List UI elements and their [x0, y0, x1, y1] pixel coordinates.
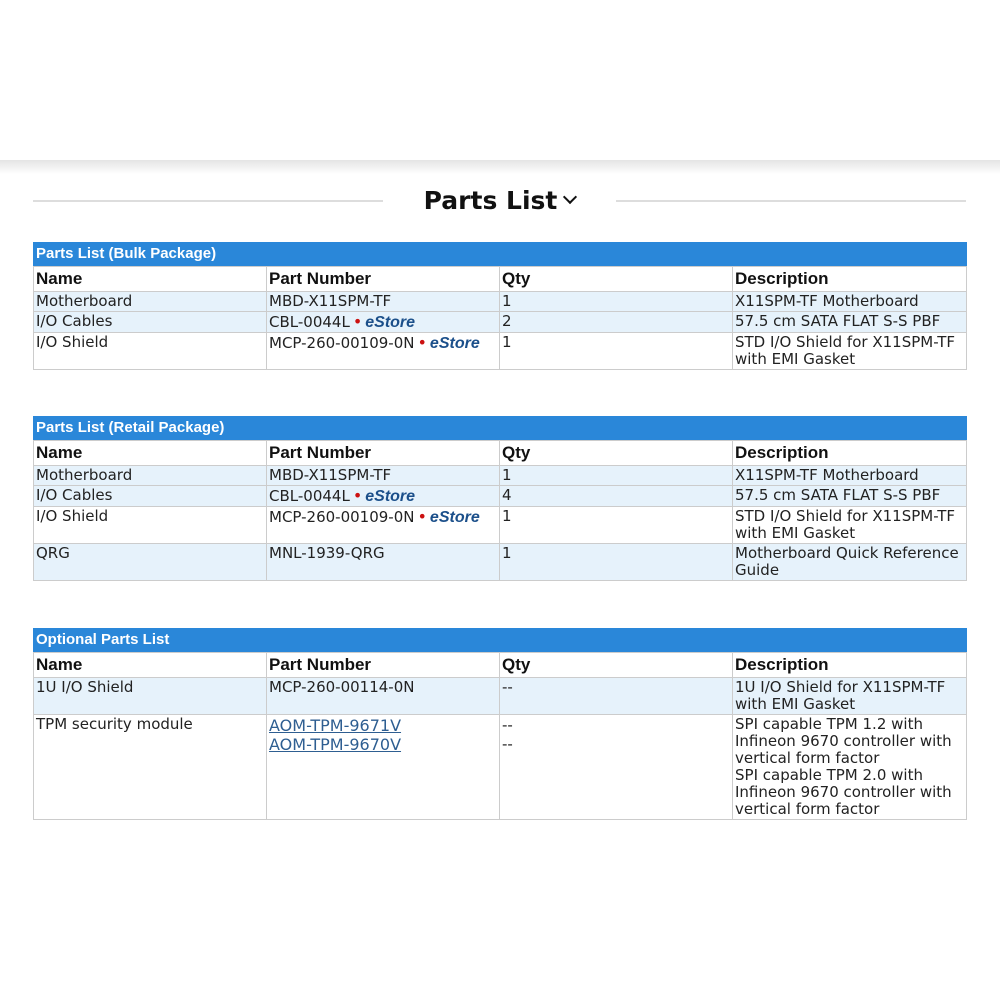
parts-list-toggle[interactable] [383, 180, 616, 220]
table-row [34, 678, 967, 715]
table-row [34, 507, 967, 544]
part-link-tpm-9671v[interactable]: AOM-TPM-9671V [269, 716, 402, 735]
header-shadow [0, 160, 1000, 174]
table-row [34, 466, 967, 486]
cell-name: QRG [34, 544, 267, 581]
cell-part-number: MBD-X11SPM-TF [267, 466, 500, 486]
estore-link[interactable]: eStore [365, 488, 416, 505]
title-rule-right [616, 200, 966, 202]
bullet-icon: • [352, 486, 363, 505]
col-header-description: Description [733, 653, 967, 678]
estore-link[interactable]: eStore [429, 509, 480, 526]
col-header-qty: Qty [500, 653, 733, 678]
col-header-part-number: Part Number [267, 441, 500, 466]
cell-part-number: MBD-X11SPM-TF [267, 292, 500, 312]
col-header-part-number: Part Number [267, 267, 500, 292]
bullet-icon: • [352, 312, 363, 331]
cell-name: TPM security module [34, 715, 267, 820]
table-row [34, 333, 967, 370]
cell-qty [500, 715, 733, 820]
cell-description: 57.5 cm SATA FLAT S-S PBF [733, 486, 967, 507]
cell-qty: 1 [500, 507, 733, 544]
cell-qty: 2 [500, 312, 733, 333]
cell-description: Motherboard Quick Reference Guide [733, 544, 967, 581]
description-line: SPI capable TPM 2.0 with Infineon 9670 controller with vertical form factor [735, 766, 952, 818]
cell-part-number [267, 507, 500, 544]
part-number-text: MCP-260-00109-0N [269, 334, 415, 352]
table-header-row [34, 653, 967, 678]
col-header-qty: Qty [500, 267, 733, 292]
cell-description: 1U I/O Shield for X11SPM-TF with EMI Gasket [733, 678, 967, 715]
cell-name: 1U I/O Shield [34, 678, 267, 715]
cell-description: X11SPM-TF Motherboard [733, 292, 967, 312]
part-number-text: CBL-0044L [269, 487, 350, 505]
table-caption: Optional Parts List [33, 628, 967, 652]
cell-name: Motherboard [34, 466, 267, 486]
estore-link[interactable]: eStore [429, 335, 480, 352]
cell-part-number [267, 715, 500, 820]
retail-parts-table [33, 416, 967, 581]
cell-part-number: MCP-260-00114-0N [267, 678, 500, 715]
col-header-name: Name [34, 441, 267, 466]
cell-part-number [267, 486, 500, 507]
cell-qty: 1 [500, 292, 733, 312]
qty-line: -- [502, 716, 513, 734]
bulk-parts-table [33, 242, 967, 370]
table-caption: Parts List (Bulk Package) [33, 242, 967, 266]
col-header-name: Name [34, 267, 267, 292]
bullet-icon: • [417, 333, 427, 352]
cell-name: Motherboard [34, 292, 267, 312]
cell-qty: 1 [500, 333, 733, 370]
col-header-description: Description [733, 267, 967, 292]
parts-list-section-header [33, 178, 966, 222]
table-row [34, 312, 967, 333]
table-header-row [34, 441, 967, 466]
cell-qty: 1 [500, 466, 733, 486]
cell-description: STD I/O Shield for X11SPM-TF with EMI Gasket [733, 333, 967, 370]
cell-qty: -- [500, 678, 733, 715]
optional-parts-table [33, 628, 967, 820]
cell-part-number: MNL-1939-QRG [267, 544, 500, 581]
title-rule-left [33, 200, 383, 202]
bullet-icon: • [417, 507, 427, 526]
cell-qty: 1 [500, 544, 733, 581]
cell-name: I/O Shield [34, 507, 267, 544]
table-row [34, 292, 967, 312]
top-blank-area [0, 0, 1000, 160]
cell-part-number [267, 312, 500, 333]
cell-name: I/O Shield [34, 333, 267, 370]
estore-link[interactable]: eStore [365, 314, 416, 331]
table-row [34, 544, 967, 581]
section-title-text: Parts List [423, 185, 558, 215]
cell-description: X11SPM-TF Motherboard [733, 466, 967, 486]
cell-qty: 4 [500, 486, 733, 507]
part-link-tpm-9670v[interactable]: AOM-TPM-9670V [269, 735, 402, 754]
col-header-description: Description [733, 441, 967, 466]
table-row [34, 715, 967, 820]
table-row [34, 486, 967, 507]
col-header-part-number: Part Number [267, 653, 500, 678]
part-number-text: CBL-0044L [269, 313, 350, 331]
cell-description: 57.5 cm SATA FLAT S-S PBF [733, 312, 967, 333]
part-number-text: MCP-260-00109-0N [269, 508, 415, 526]
cell-description [733, 715, 967, 820]
table-caption: Parts List (Retail Package) [33, 416, 967, 440]
col-header-qty: Qty [500, 441, 733, 466]
cell-part-number [267, 333, 500, 370]
cell-name: I/O Cables [34, 312, 267, 333]
table-header-row [34, 267, 967, 292]
cell-name: I/O Cables [34, 486, 267, 507]
chevron-down-icon [563, 190, 577, 204]
col-header-name: Name [34, 653, 267, 678]
cell-description: STD I/O Shield for X11SPM-TF with EMI Gasket [733, 507, 967, 544]
qty-line: -- [502, 735, 513, 753]
description-line: SPI capable TPM 1.2 with Infineon 9670 controller with vertical form factor [735, 715, 952, 767]
